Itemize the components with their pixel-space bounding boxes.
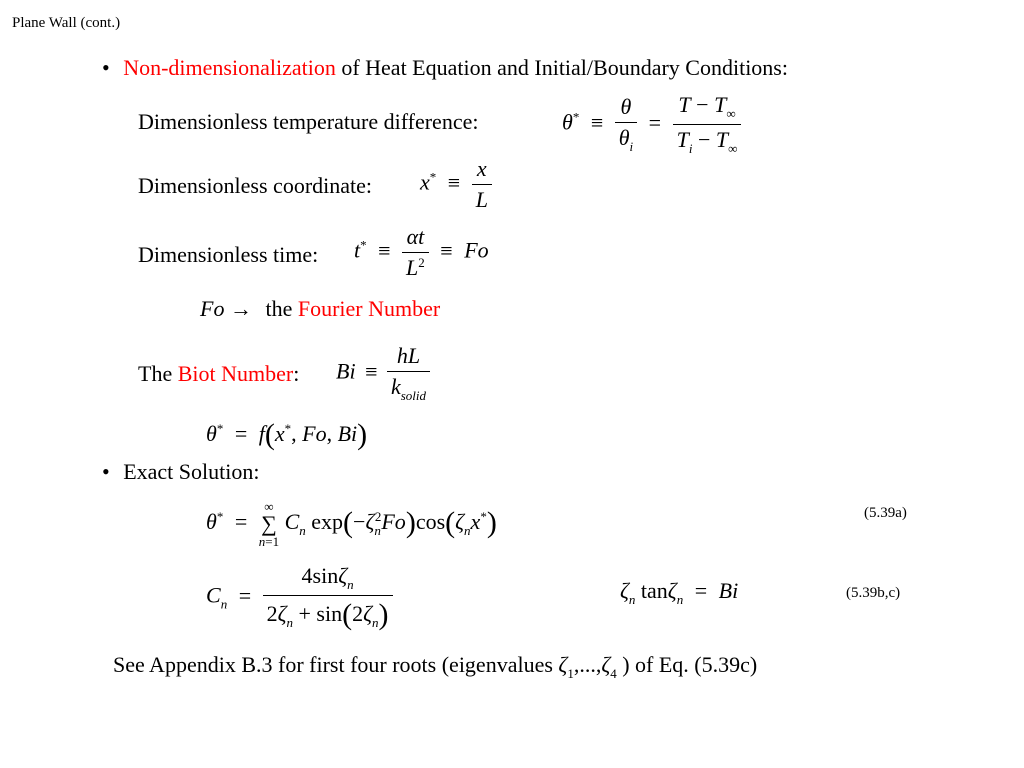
biot-label [138, 361, 299, 387]
bullet-exact-solution [102, 459, 259, 485]
equation-number-539bc: (5.39b,c) [846, 585, 901, 601]
appendix-text-before: See Appendix B.3 for first four roots (eigenvalues [113, 652, 553, 677]
time-label: Dimensionless time: [138, 242, 319, 267]
fourier-prefix: the [265, 296, 293, 321]
bullet-text: of Heat Equation and Initial/Boundary Conditions: [335, 55, 788, 80]
fourier-number-highlight: Fourier Number [297, 296, 441, 321]
nondimensionalization-highlight: Non-dimensionalization [123, 55, 336, 80]
t-star-equation: t* ≡ $\frac{\alpha t}{L^2}$ ≡ Fo [354, 224, 489, 280]
fourier-number-line: Fo → the Fourier Number [200, 296, 441, 321]
biot-equation: Bi ≡ $\frac{hL}{k_{solid}}$ [336, 343, 430, 404]
biot-number-highlight: Biot Number [177, 361, 294, 386]
theta-star-equation: θ* ≡ $\frac{\theta}{\theta_i}$ = $\frac{T - T_\infty}{T_i - T_\infty}$ [562, 92, 741, 157]
appendix-text-after: ) of Eq. (5.39c) [622, 652, 758, 677]
slide-title: Plane Wall (cont.) [12, 15, 121, 31]
biot-prefix: The [138, 361, 178, 386]
eigenvalue-equation: $\zeta_n$ tanζ$_n$ = Bi [620, 578, 739, 607]
appendix-note [113, 652, 757, 682]
cn-equation: $C_n$ = $\frac{4\sin\zeta_n}{2\zeta_n + \sin(2\zeta_n)}$ [206, 563, 393, 632]
biot-suffix: : [293, 361, 300, 386]
coordinate-label: Dimensionless coordinate: [138, 173, 373, 198]
exact-solution-text: Exact Solution: [123, 459, 260, 484]
bullet-marker: • [102, 459, 110, 484]
temperature-label: Dimensionless temperature difference: [138, 109, 479, 134]
series-solution-equation: θ* = ∞ ∑ n=1 $C_n$ $\exp(-\zeta_n^2Fo)\cos(\zeta_nx^*)$ [206, 499, 497, 549]
bullet-nondimensionalization [102, 55, 788, 81]
summation-symbol: ∞ ∑ n=1 [258, 499, 280, 549]
eigenvalue-range: $\zeta_1,...,\zeta_4$ [558, 652, 617, 681]
bullet-marker: • [102, 55, 110, 80]
equation-number-539a: (5.39a) [864, 505, 907, 521]
x-star-equation: x* ≡ $\frac{x}{L}$ [420, 156, 492, 213]
theta-star-function: θ* = f(x*, Fo, Bi) [206, 418, 368, 451]
solid-subscript: solid [400, 388, 427, 403]
